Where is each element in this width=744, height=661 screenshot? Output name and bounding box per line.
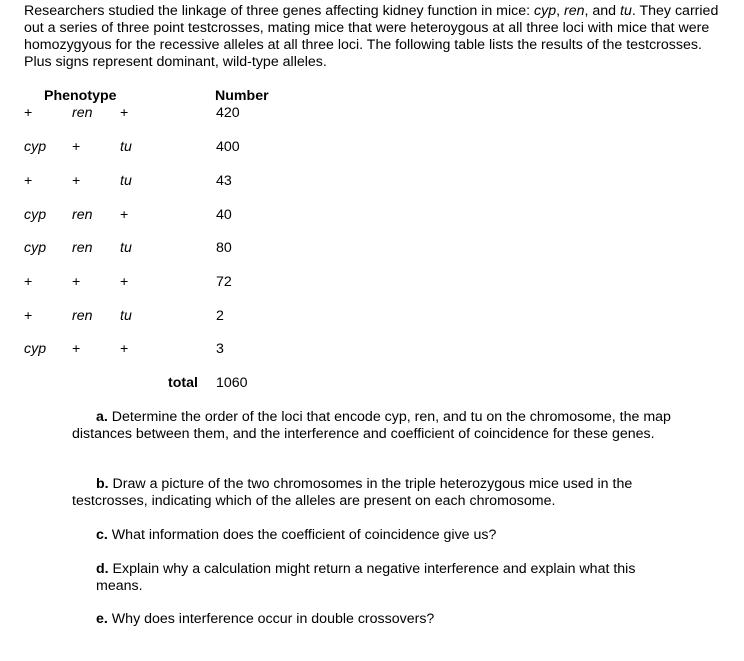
locus-cyp-cell: +	[24, 105, 33, 121]
locus-cyp-cell: cyp	[24, 240, 47, 256]
locus-tu-cell: +	[120, 105, 129, 121]
phenotype-header: Phenotype	[44, 88, 117, 104]
locus-cyp-cell: +	[24, 308, 33, 324]
question-b	[72, 476, 692, 510]
locus-ren-cell: ren	[72, 240, 93, 256]
intro-text-rest: They carried out a series of three point testcrosses, mating mice that were heteroygous at all three loci with mice that were homozygyous for the recessive alleles at all three loci. The following table lists the results of the testcrosses. Plus signs represent dominant, wild-type alleles.	[24, 3, 719, 70]
locus-ren-cell: +	[72, 341, 81, 357]
locus-tu-cell: tu	[120, 240, 132, 256]
question-label: e.	[96, 611, 108, 627]
locus-tu-cell: +	[120, 274, 129, 290]
question-label: c.	[96, 527, 108, 543]
question-label: d.	[96, 561, 109, 577]
locus-tu-cell: tu	[120, 308, 132, 324]
locus-ren-cell: ren	[72, 207, 93, 223]
count-cell: 80	[216, 240, 232, 256]
count-cell: 43	[216, 173, 232, 189]
question-text: Draw a picture of the two chromosomes in the triple heterozygous mice used in the testcrosses, indicating which of the alleles are present on each chromosome.	[72, 476, 633, 509]
locus-cyp-cell: +	[24, 274, 33, 290]
question-e	[96, 611, 716, 628]
question-text: Determine the order of the loci that encode cyp, ren, and tu on the chromosome, the map distances between them, and the interference and coefficient of coincidence for these genes.	[72, 409, 671, 442]
count-cell: 3	[216, 341, 224, 357]
locus-ren-cell: ren	[72, 308, 93, 324]
intro-period: .	[631, 3, 636, 19]
locus-tu-cell: +	[120, 207, 129, 223]
count-cell: 2	[216, 308, 224, 324]
locus-cyp-cell: cyp	[24, 207, 47, 223]
gene-cyp: cyp	[534, 3, 557, 19]
total-value: 1060	[216, 375, 248, 391]
count-cell: 40	[216, 207, 232, 223]
question-c	[96, 527, 716, 544]
locus-tu-cell: tu	[120, 139, 132, 155]
number-header: Number	[215, 88, 269, 104]
count-cell: 72	[216, 274, 232, 290]
locus-tu-cell: tu	[120, 173, 132, 189]
locus-cyp-cell: +	[24, 173, 33, 189]
locus-cyp-cell: cyp	[24, 341, 47, 357]
question-d	[96, 561, 666, 595]
intro-text-start: Researchers studied the linkage of three genes affecting kidney function in mice:	[24, 3, 535, 19]
gene-tu: tu	[620, 3, 632, 19]
total-label: total	[168, 375, 198, 391]
question-text: Explain why a calculation might return a negative interference and explain what this means.	[96, 561, 636, 594]
question-text: What information does the coefficient of coincidence give us?	[107, 527, 497, 543]
question-label: b.	[96, 476, 109, 492]
count-cell: 420	[216, 105, 240, 121]
locus-ren-cell: +	[72, 139, 81, 155]
locus-cyp-cell: cyp	[24, 139, 47, 155]
locus-ren-cell: ren	[72, 105, 93, 121]
question-text: Why does interference occur in double crossovers?	[107, 611, 435, 627]
count-cell: 400	[216, 139, 240, 155]
intro-sep: , and	[584, 3, 620, 19]
locus-tu-cell: +	[120, 341, 129, 357]
gene-ren: ren	[563, 3, 585, 19]
locus-ren-cell: +	[72, 173, 81, 189]
question-a	[72, 409, 692, 443]
locus-ren-cell: +	[72, 274, 81, 290]
intro-paragraph	[24, 3, 724, 71]
question-label: a.	[96, 409, 108, 425]
intro-sep: ,	[556, 3, 564, 19]
